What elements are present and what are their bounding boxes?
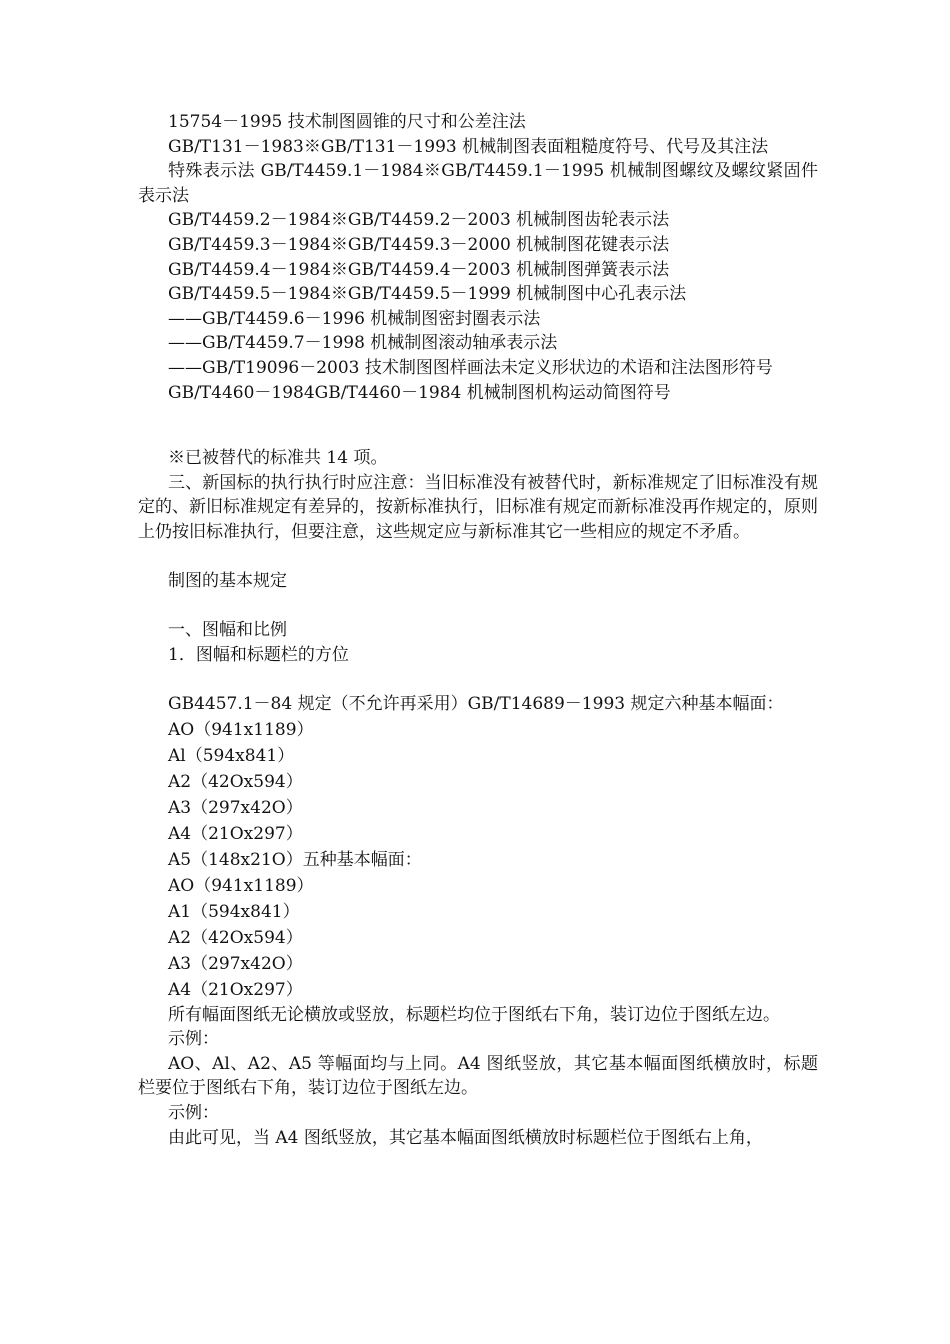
standard-line: GB/T4459.4－1984※GB/T4459.4－2003 机械制图弹簧表示法	[168, 259, 670, 280]
text-paragraph: 所有幅面图纸无论横放或竖放，标题栏均位于图纸右下角，装订边位于图纸左边。	[168, 1004, 780, 1025]
standard-line: GB/T4459.2－1984※GB/T4459.2－2003 机械制图齿轮表示法	[168, 210, 670, 231]
standard-line: ——GB/T19096－2003 技术制图图样画法未定义形状边的术语和注法图形符号	[168, 357, 773, 378]
replaced-note: ※已被替代的标准共 14 项。	[168, 448, 388, 469]
text-line: GB4457.1－84 规定（不允许再采用）GB/T14689－1993 规定六种基本幅面：	[168, 694, 784, 715]
text-paragraph: 特殊表示法 GB/T4459.1－1984※GB/T4459.1－1995 机械制图螺纹及螺纹紧固件表示法	[138, 161, 818, 206]
text-line: 15754－1995 技术制图圆锥的尺寸和公差注法	[168, 112, 526, 132]
spacer	[138, 667, 818, 692]
section-title: 制图的基本规定	[168, 571, 287, 592]
size-item: AO（941x1189）	[168, 719, 314, 740]
text-line: GB/T131－1983※GB/T131－1993 机械制图表面粗糙度符号、代号及其注法	[168, 136, 769, 157]
size-item: A4（21Ox297）	[168, 979, 303, 1000]
subsection-title: 1．图幅和标题栏的方位	[168, 644, 349, 665]
size-item: A2（42Ox594）	[168, 927, 303, 948]
example-label: 示例：	[168, 1103, 219, 1124]
text-paragraph: 由此可见，当 A4 图纸竖放，其它基本幅面图纸横放时标题栏位于图纸右上角，	[168, 1127, 763, 1148]
spacer	[138, 594, 818, 619]
size-item: A3（297x42O）	[168, 953, 303, 974]
standard-line: GB/T4460－1984GB/T4460－1984 机械制图机构运动简图符号	[168, 382, 671, 403]
size-item: A1（594x841）	[168, 901, 300, 922]
subsection-title: 一、图幅和比例	[168, 620, 287, 641]
size-item: A3（297x42O）	[168, 797, 303, 818]
spacer	[138, 545, 818, 570]
standard-line: ——GB/T4459.6－1996 机械制图密封圈表示法	[168, 308, 541, 329]
standard-line: GB/T4459.5－1984※GB/T4459.5－1999 机械制图中心孔表示法	[168, 284, 687, 305]
standard-line: ——GB/T4459.7－1998 机械制图滚动轴承表示法	[168, 333, 558, 354]
size-item: A5（148x21O）五种基本幅面：	[168, 849, 422, 870]
document-body	[138, 110, 818, 1150]
text-paragraph: AO、Al、A2、A5 等幅面均与上同。A4 图纸竖放，其它基本幅面图纸横放时，标题栏要位于图纸右下角，装订边位于图纸左边。	[138, 1053, 818, 1099]
text-paragraph: 三、新国标的执行执行时应注意：当旧标准没有被替代时，新标准规定了旧标准没有规定的、新旧标准规定有差异的，按新标准执行，旧标准有规定而新标准没再作规定的，原则上仍按旧标准执行，但要注意，这些规定应与新标准其它一些相应的规定不矛盾。	[138, 472, 818, 542]
size-item: Al（594x841）	[168, 745, 295, 766]
example-label: 示例：	[168, 1029, 219, 1050]
size-item: A4（21Ox297）	[168, 823, 303, 844]
size-item: AO（941x1189）	[168, 875, 314, 896]
size-item: A2（42Ox594）	[168, 771, 303, 792]
spacer	[138, 405, 818, 446]
standard-line: GB/T4459.3－1984※GB/T4459.3－2000 机械制图花键表示法	[168, 234, 670, 255]
